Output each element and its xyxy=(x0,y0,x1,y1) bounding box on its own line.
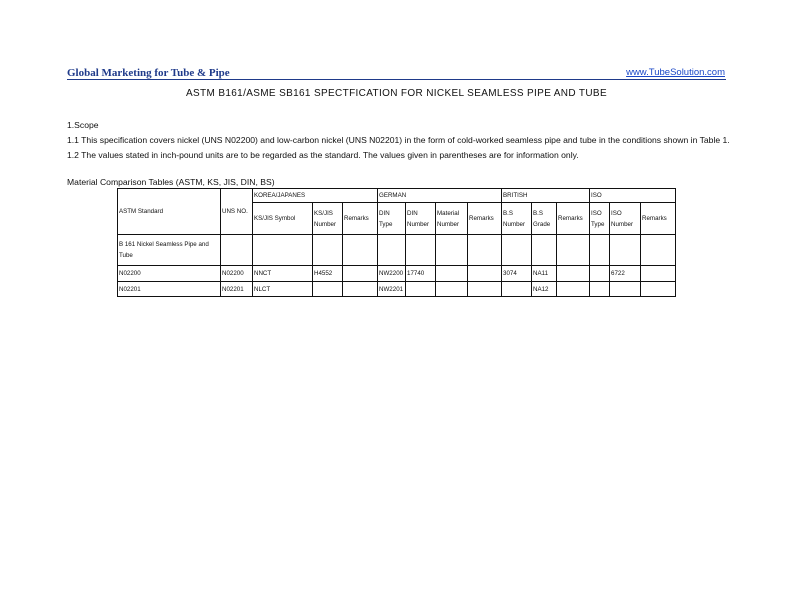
table-cell xyxy=(557,282,590,297)
table-caption: Material Comparison Tables (ASTM, KS, JIS, DIN, BS) xyxy=(67,177,275,187)
scope-line-2: 1.2 The values stated in inch-pound units are to be regarded as the standard. The values given in parentheses are for information only. xyxy=(67,150,579,160)
table-cell: N02200 xyxy=(118,266,221,282)
header-ks-jis-symbol: KS/JIS Symbol xyxy=(253,203,313,235)
table-cell xyxy=(436,266,468,282)
header-company: Global Marketing for Tube & Pipe xyxy=(67,67,230,79)
header-astm-standard: ASTM Standard xyxy=(118,189,221,235)
table-cell: NW2200 xyxy=(378,266,406,282)
scope-line-1: 1.1 This specification covers nickel (UNS N02200) and low-carbon nickel (UNS N02201) in the form of cold-worked seamless pipe and tube in the conditions shown in Table 1. xyxy=(67,135,730,145)
table-row xyxy=(118,266,676,282)
table-cell xyxy=(436,282,468,297)
table-cell: N02201 xyxy=(221,282,253,297)
table-cell: 6722 xyxy=(610,266,641,282)
table-cell: H4552 xyxy=(313,266,343,282)
header-divider xyxy=(67,79,726,80)
header-german-remarks: Remarks xyxy=(468,203,502,235)
header-iso-number: ISO Number xyxy=(610,203,641,235)
table-row xyxy=(118,282,676,297)
table-cell xyxy=(468,266,502,282)
table-cell: 3074 xyxy=(502,266,532,282)
table-cell xyxy=(343,266,378,282)
header-bs-grade: B.S Grade xyxy=(532,203,557,235)
header-din-type: DIN Type xyxy=(378,203,406,235)
header-british-remarks: Remarks xyxy=(557,203,590,235)
table-cell: NNCT xyxy=(253,266,313,282)
table-cell: NA12 xyxy=(532,282,557,297)
section-label: B 161 Nickel Seamless Pipe and Tube xyxy=(118,235,221,266)
header-material-number: Material Number xyxy=(436,203,468,235)
header-din-number: DIN Number xyxy=(406,203,436,235)
table-group-header-row xyxy=(118,189,676,203)
table-cell xyxy=(590,282,610,297)
material-comparison-table xyxy=(117,188,676,297)
table-cell xyxy=(502,282,532,297)
table-cell xyxy=(557,266,590,282)
table-cell: N02200 xyxy=(221,266,253,282)
header-iso-type: ISO Type xyxy=(590,203,610,235)
group-british: BRITISH xyxy=(502,189,590,203)
document-title: ASTM B161/ASME SB161 SPECTFICATION FOR NICKEL SEAMLESS PIPE AND TUBE xyxy=(186,88,607,99)
table-cell: N02201 xyxy=(118,282,221,297)
table-cell xyxy=(590,266,610,282)
scope-section xyxy=(67,118,730,163)
table-cell xyxy=(641,282,676,297)
scope-heading: 1.Scope xyxy=(67,120,99,130)
table-cell xyxy=(313,282,343,297)
table-cell xyxy=(468,282,502,297)
header-website-link[interactable]: www.TubeSolution.com xyxy=(626,67,725,78)
header-ks-remarks: Remarks xyxy=(343,203,378,235)
group-german: GERMAN xyxy=(378,189,502,203)
header-uns-no: UNS NO. xyxy=(221,189,253,235)
table-cell: NW2201 xyxy=(378,282,406,297)
header-iso-remarks: Remarks xyxy=(641,203,676,235)
table-cell: NLCT xyxy=(253,282,313,297)
table-cell: NA11 xyxy=(532,266,557,282)
table-cell xyxy=(343,282,378,297)
header-ks-jis-number: KS/JIS Number xyxy=(313,203,343,235)
table-section-row xyxy=(118,235,676,266)
table-cell xyxy=(406,282,436,297)
header-bs-number: B.S Number xyxy=(502,203,532,235)
table-cell xyxy=(610,282,641,297)
group-iso: ISO xyxy=(590,189,676,203)
table-cell: 17740 xyxy=(406,266,436,282)
group-korea-japanes: KOREA/JAPANES xyxy=(253,189,378,203)
table-cell xyxy=(641,266,676,282)
